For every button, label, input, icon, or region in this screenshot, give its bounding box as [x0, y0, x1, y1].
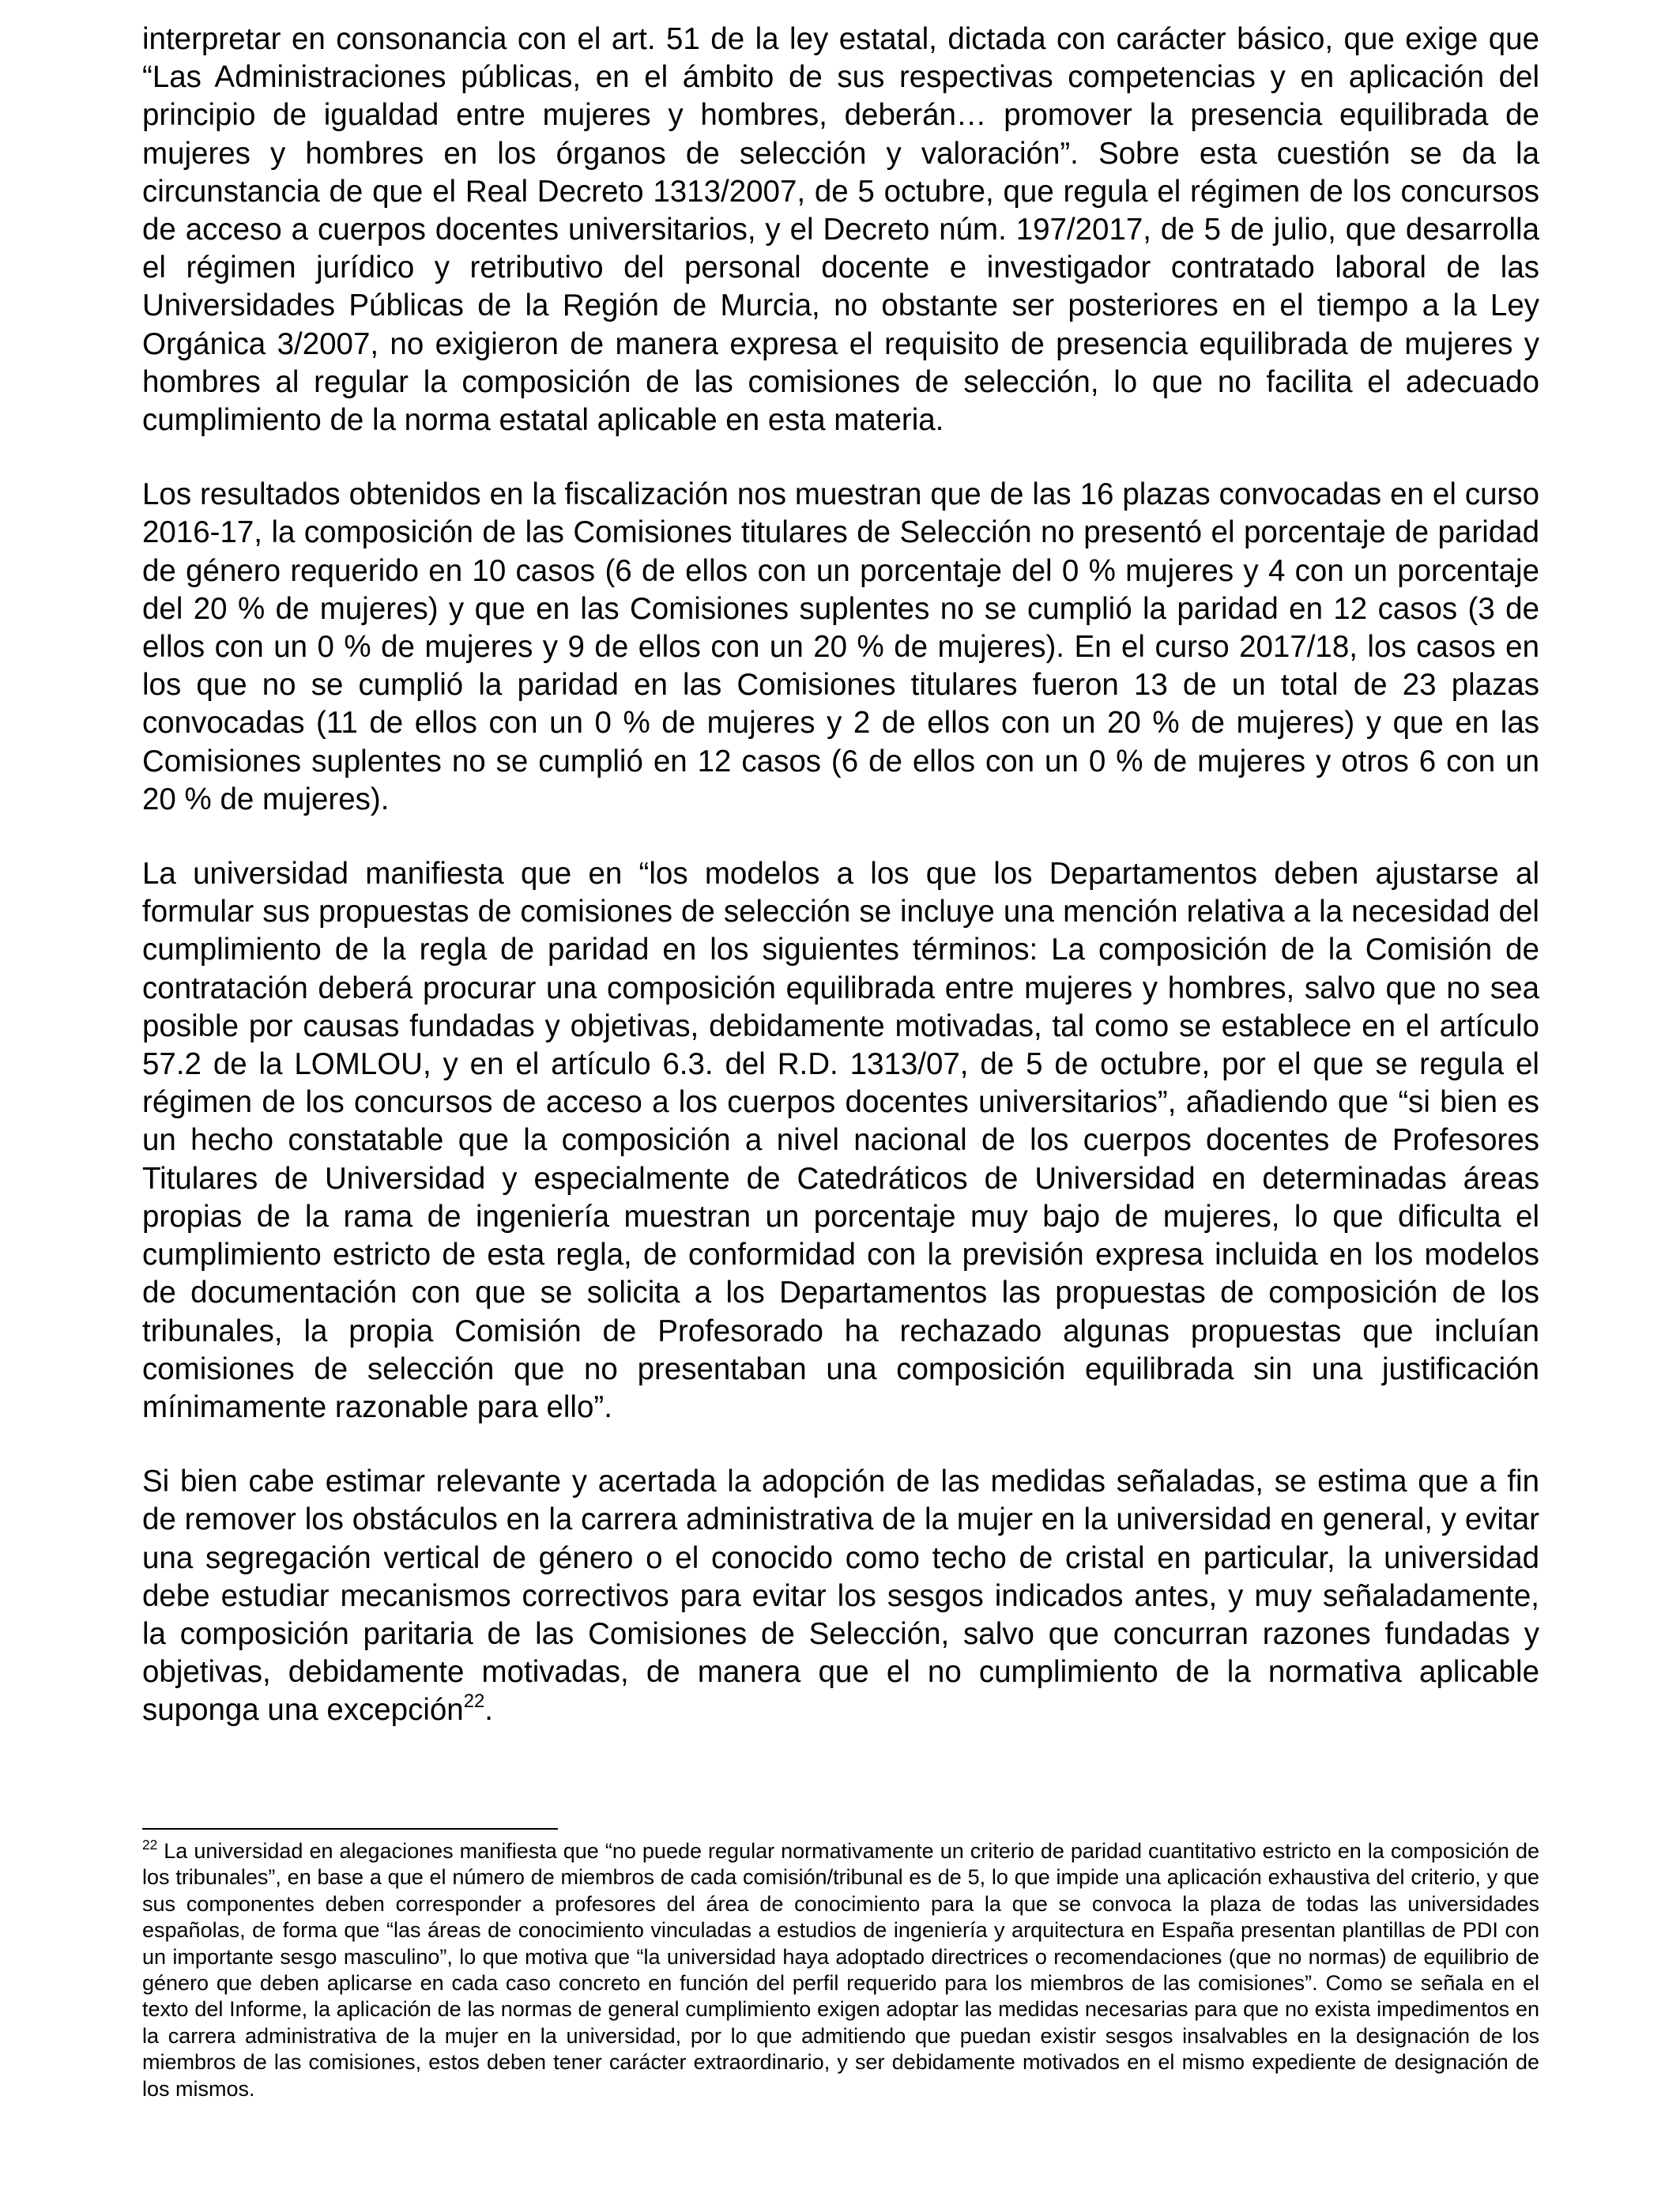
paragraph-3: La universidad manifiesta que en “los modelos a los que los Departamentos deben ajustarse al formular sus propuestas de comisiones de selección se incluye una mención relativa a la necesidad del cumplimiento de la regla de paridad en los siguientes términos: La composición de la Comisión de contratación deberá procurar una composición equilibrada entre mujeres y hombres, salvo que no sea posible por causas fundadas y objetivas, debidamente motivadas, tal como se establece en el artículo 57.2 de la LOMLOU, y en el artículo 6.3. del R.D. 1313/07, de 5 de octubre, por el que se regula el régimen de los concursos de acceso a los cuerpos docentes universitarios”, añadiendo que “si bien es un hecho constatable que la composición a nivel nacional de los cuerpos docentes de Profesores Titulares de Universidad y especialmente de Catedráticos de Universidad en determinadas áreas propias de la rama de ingeniería muestran un porcentaje muy bajo de mujeres, lo que dificulta el cumplimiento estricto de esta regla, de conformidad con la previsión expresa incluida en los modelos de documentación con que se solicita a los Departamentos las propuestas de composición de los tribunales, la propia Comisión de Profesorado ha rechazado algunas propuestas que incluían comisiones de selección que no presentaban una composición equilibrada sin una justificación mínimamente razonable para ello”.: [142, 857, 1539, 1424]
paragraph-1: interpretar en consonancia con el art. 51 de la ley estatal, dictada con carácter básico, que exige que “Las Administraciones públicas, en el ámbito de sus respectivas competencias y en aplicación del principio de igualdad entre mujeres y hombres, deberán… promover la presencia equilibrada de mujeres y hombres en los órganos de selección y valoración”. Sobre esta cuestión se da la circunstancia de que el Real Decreto 1313/2007, de 5 octubre, que regula el régimen de los concursos de acceso a cuerpos docentes universitarios, y el Decreto núm. 197/2017, de 5 de julio, que desarrolla el régimen jurídico y retributivo del personal docente e investigador contratado laboral de las Universidades Públicas de la Región de Murcia, no obstante ser posteriores en el tiempo a la Ley Orgánica 3/2007, no exigieron de manera expresa el requisito de presencia equilibrada de mujeres y hombres al regular la composición de las comisiones de selección, lo que no facilita el adecuado cumplimiento de la norma estatal aplicable en esta materia.: [142, 22, 1539, 438]
footnote-22: [142, 1838, 1539, 2102]
footnote-separator: [142, 1828, 558, 1830]
paragraph-4-end: .: [484, 1693, 493, 1728]
footnote-text: La universidad en alegaciones manifiesta que “no puede regular normativamente un criterio de paridad cuantitativo estricto en la composición de los tribunales”, en base a que el número de miembros de cada comisión/tribunal es de 5, lo que impide una aplicación exhaustiva del criterio, y que sus componentes deben corresponder a profesores del área de conocimiento para la que se convoca la plaza de todas las universidades españolas, de forma que “las áreas de conocimiento vinculadas a estudios de ingeniería y arquitectura en España presentan plantillas de PDI con un importante sesgo masculino”, lo que motiva que “la universidad haya adoptado directrices o recomendaciones (que no normas) de equilibrio de género que deben aplicarse en cada caso concreto en función del perfil requerido para los miembros de las comisiones”. Como se señala en el texto del Informe, la aplicación de las normas de general cumplimiento exigen adoptar las medidas necesarias para que no exista impedimentos en la carrera administrativa de la mujer en la universidad, por lo que admitiendo que puedan existir sesgos insalvables en la designación de los miembros de las comisiones, estos deben tener carácter extraordinario, y ser debidamente motivados en el mismo expediente de designación de los mismos.: [142, 1839, 1539, 2101]
body-text: [142, 21, 1539, 1730]
paragraph-4: [142, 1463, 1539, 1729]
footnote-reference[interactable]: 22: [463, 1691, 485, 1713]
footnote-number: 22: [142, 1837, 158, 1853]
paragraph-4-text: Si bien cabe estimar relevante y acertada la adopción de las medidas señaladas, se estima que a fin de remover los obstáculos en la carrera administrativa de la mujer en la universidad en general, y evitar una segregación vertical de género o el conocido como techo de cristal en particular, la universidad debe estudiar mecanismos correctivos para evitar los sesgos indicados antes, y muy señaladamente, la composición paritaria de las Comisiones de Selección, salvo que concurran razones fundadas y objetivas, debidamente motivadas, de manera que el no cumplimiento de la normativa aplicable suponga una excepción: [142, 1465, 1539, 1728]
paragraph-2: Los resultados obtenidos en la fiscalización nos muestran que de las 16 plazas convocadas en el curso 2016-17, la composición de las Comisiones titulares de Selección no presentó el porcentaje de paridad de género requerido en 10 casos (6 de ellos con un porcentaje del 0 % mujeres y 4 con un porcentaje del 20 % de mujeres) y que en las Comisiones suplentes no se cumplió la paridad en 12 casos (3 de ellos con un 0 % de mujeres y 9 de ellos con un 20 % de mujeres). En el curso 2017/18, los casos en los que no se cumplió la paridad en las Comisiones titulares fueron 13 de un total de 23 plazas convocadas (11 de ellos con un 0 % de mujeres y 2 de ellos con un 20 % de mujeres) y que en las Comisiones suplentes no se cumplió en 12 casos (6 de ellos con un 0 % de mujeres y otros 6 con un 20 % de mujeres).: [142, 477, 1539, 816]
